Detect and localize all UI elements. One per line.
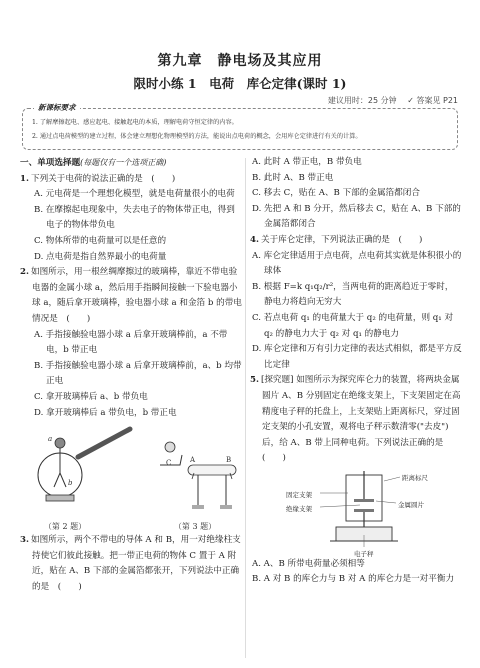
section-title [20,155,242,172]
section-note: (每题仅有一个选项正确) [80,158,167,167]
fig3-label-b: B [226,456,232,465]
q3-option-a: A. 此时 A 带正电，B 带负电 [252,157,362,167]
question-text: 如图所示，两个不带电的导体 A 和 B，用一对绝缘柱支持使它们彼此接触。把一带正电荷的物体 C 置于 A 附近，贴在 A、B 下部的金属箔都张开，下列说法中正确的是 ( ) [30,535,241,592]
left-column [20,155,242,595]
goals-box [22,108,458,150]
lesson-title: 限时小练 1 电荷 库仑定律(课时 1) [133,76,347,91]
q2-option-d: D. 拿开玻璃棒后 a 带负电，b 带正电 [34,407,177,418]
label-electronic-scale: 电子秤 [354,549,374,558]
chapter-title: 第九章 静电场及其应用 [157,53,323,69]
label-fixed-bracket: 固定支架 [286,490,312,499]
question-number: 4. [250,234,259,245]
figures-row [20,425,242,533]
answer-ref: 答案见 P21 [416,96,458,105]
q4-option-d: D. 库仑定律和万有引力定律的表达式相似，都是平方反比定律 [252,344,462,370]
q3-option-b: B. 此时 A、B 带正电 [252,172,334,183]
goal-line-1: 1. 了解摩擦起电、感应起电、接触起电的本质，理解电荷守恒定律的内容。 [32,119,238,126]
figure-5-apparatus [250,469,462,557]
question-number: 1. [20,173,29,184]
q4-option-c: C. 若点电荷 q₁ 的电荷量大于 q₂ 的电荷量，则 q₁ 对 q₂ 的静电力大于 q₂ 对 q₁ 的静电力 [252,312,454,339]
question-text: 如图所示，用一根丝绸摩擦过的玻璃棒，靠近不带电验电器的金属小球 a，然后用手指瞬间接触一下验电器小球 a，随后拿开玻璃棒，验电器小球 a 和金箔 b 的带电情况是 ( ) [30,267,242,324]
goals-title: 新课标要求 [34,102,80,113]
q3-option-d: D. 先把 A 和 B 分开，然后移去 C，贴在 A、B 下部的金属箔都闭合 [252,203,461,230]
label-metal-disc: 金属圆片 [398,500,424,509]
q5-option-a: A. A、B 所带电荷量必须相等 [252,558,365,569]
question-text: 下列关于电荷的说法正确的是 ( ) [30,173,176,184]
answer-ref-icon: ✓ [399,96,414,105]
time-hint-text: 建议用时：25 分钟 [327,96,397,105]
question-3-stem [20,533,242,595]
q1-option-b: B. 在摩擦起电现象中，失去电子的物体带正电，得到电子的物体带负电 [34,204,235,231]
q5-option-b: B. A 对 B 的库仑力与 B 对 A 的库仑力是一对平衡力 [252,574,455,585]
goal-line-2: 2. 通过点电荷模型的建立过程，体会建立理想化物理模型的方法，能说出点电荷的概念，会用库仑定律进行有关的计算。 [32,133,362,140]
svg-text:b: b [68,479,73,488]
time-hint [328,95,458,106]
fig2-caption: （第 2 题） [43,522,87,532]
label-distance-scale: 距离标尺 [402,473,428,482]
question-number: 2. [20,267,29,278]
q4-option-b: B. 根据 F=k q₁q₂/r²，当两电荷的距离趋近于零时，静电力将趋向无穷大 [252,281,454,308]
question-5-stem [250,373,462,467]
svg-text:a: a [48,435,53,444]
column-divider [245,158,246,658]
q1-option-d: D. 点电荷是指自然界最小的电荷量 [34,251,167,262]
section-title-text: 一、单项选择题 [20,158,81,168]
q1-option-c: C. 物体所带的电荷量可以是任意的 [34,235,167,246]
q2-option-a: A. 手指接触验电器小球 a 后拿开玻璃棒前，a 不带电，b 带正电 [34,329,228,356]
label-insulating-bracket: 绝缘支架 [286,504,312,513]
q2-option-b: B. 手指接触验电器小球 a 后拿开玻璃棒前，a、b 均带正电 [34,360,242,387]
fig3-label-a: A [190,456,196,465]
q4-option-a: A. 库仑定律适用于点电荷，点电荷其实就是体积很小的球体 [252,250,462,277]
q2-option-c: C. 拿开玻璃棒后 a、b 带负电 [34,391,148,402]
right-column [250,155,462,588]
question-number: 3. [20,535,29,546]
question-4-stem [250,233,462,249]
q3-option-c: C. 移去 C，贴在 A、B 下部的金属箔都闭合 [252,188,420,199]
question-number: 5. [250,375,259,386]
q1-option-a: A. 元电荷是一个理想化模型，就是电荷量很小的电荷 [34,189,235,200]
question-text: 关于库仑定律，下列说法正确的是 ( ) [260,234,423,245]
figure-2-electroscope [20,425,242,517]
question-text: [探究题] 如图所示为探究库仑力的装置，将两块金属圆片 A、B 分别固定在绝缘支架上，下支架固定在高精度电子秤的托盘上，上支架贴上距离标尺，穿过固定支架的小孔安置，观将电子秤示数清零("去皮")后，给 A、B 带上同种电荷。下列说法正确的是 ( ) [260,375,461,464]
question-1-stem [20,172,242,188]
fig3-label-c: C [166,459,172,468]
question-2-stem [20,265,242,327]
fig3-caption: （第 3 题） [173,522,217,532]
coulomb-apparatus-diagram [250,469,462,557]
